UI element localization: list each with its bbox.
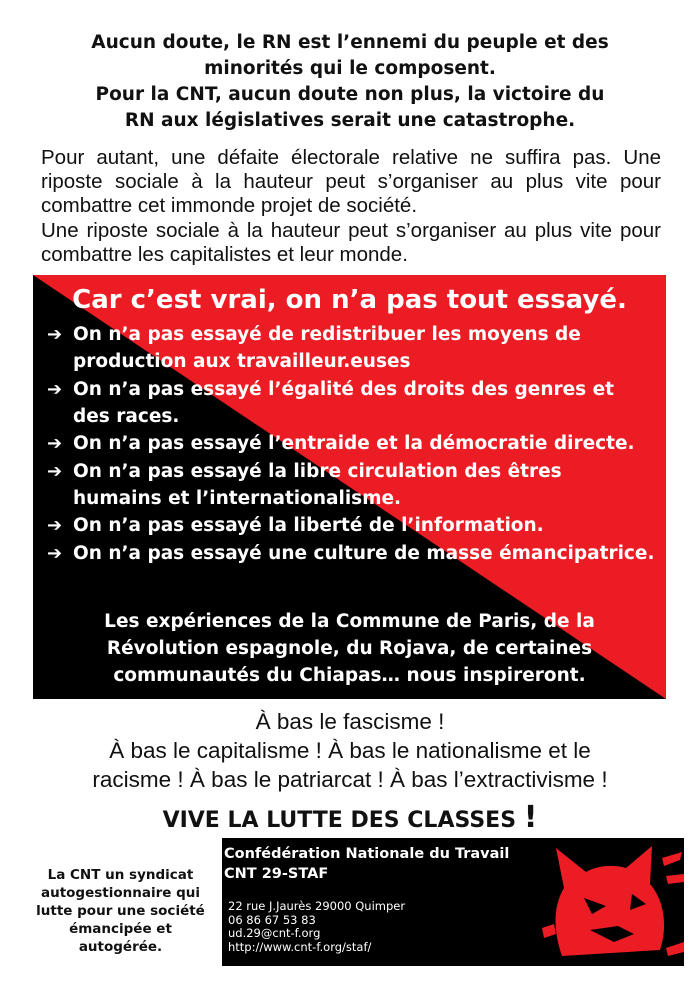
list-item-text: On n’a pas essayé de redistribuer les moyens de production aux travailleur.euses xyxy=(73,324,581,372)
list-item-text: On n’a pas essayé l’entraide et la démocratie directe. xyxy=(73,433,635,454)
list-item xyxy=(45,321,655,375)
intro-line: Aucun doute, le RN est l’ennemi du peuple et des xyxy=(91,32,609,53)
not-tried-list xyxy=(45,321,655,567)
description-line: lutte pour une société xyxy=(36,903,205,919)
list-item xyxy=(45,458,655,512)
arrow-right-icon: ➔ xyxy=(47,460,63,482)
vive-slogan xyxy=(30,800,670,835)
phone: 06 86 67 53 83 xyxy=(228,912,316,927)
list-item xyxy=(45,376,655,430)
description-line: autogestionnaire qui xyxy=(40,885,201,901)
intro-heading xyxy=(40,30,660,134)
address: 22 rue J.Jaurès 29000 Quimper xyxy=(228,899,406,913)
vive-text: VIVE LA LUTTE DES CLASSES xyxy=(162,808,517,833)
contact-box xyxy=(222,838,684,966)
intro-paragraph: Pour autant, une défaite électorale relative ne suffira pas. Une riposte sociale à la hauteur peut s’organiser au plus vite pour combattre cet immonde projet de société. xyxy=(41,146,661,218)
intro-line: RN aux législatives serait une catastrophe. xyxy=(124,110,576,131)
banner-title: Car c’est vrai, on n’a pas tout essayé. xyxy=(72,285,627,315)
inspiration-text xyxy=(53,608,646,689)
slogans xyxy=(30,707,670,794)
contact-details xyxy=(228,900,405,954)
description-line: émancipée et xyxy=(69,921,172,937)
inspiration-line: Les expériences de la Commune de Paris, de la xyxy=(104,611,595,632)
list-item-text: On n’a pas essayé une culture de masse émancipatrice. xyxy=(73,542,655,564)
list-item xyxy=(45,430,655,457)
arrow-right-icon: ➔ xyxy=(47,433,63,454)
cat-logo-icon xyxy=(534,838,684,966)
list-item-text: On n’a pas essayé la liberté de l’information. xyxy=(73,515,544,536)
inspiration-line: communautés du Chiapas… nous inspireront. xyxy=(113,665,586,686)
inspiration-line: Révolution espagnole, du Rojava, de certaines xyxy=(106,638,593,659)
description-line: La CNT un syndicat xyxy=(47,867,194,883)
org-name-block xyxy=(224,844,509,884)
intro-line: Pour la CNT, aucun doute non plus, la victoire du xyxy=(95,84,605,105)
slogan-line: racisme ! À bas le patriarcat ! À bas l’extractivisme ! xyxy=(92,767,608,792)
website-link[interactable]: http://www.cnt-f.org/staf/ xyxy=(228,939,372,954)
arrow-right-icon: ➔ xyxy=(47,378,63,400)
slogan-line: À bas le fascisme ! xyxy=(255,709,445,734)
arrow-right-icon: ➔ xyxy=(47,515,63,536)
list-item xyxy=(45,540,655,567)
union-description xyxy=(28,866,213,956)
arrow-right-icon: ➔ xyxy=(47,542,63,564)
org-name: Confédération Nationale du Travail xyxy=(224,846,510,862)
intro-paragraph: Une riposte sociale à la hauteur peut s’organiser au plus vite pour combattre les capitalistes et leur monde. xyxy=(41,218,661,266)
email-link[interactable]: ud.29@cnt-f.org xyxy=(228,926,321,940)
list-item-text: On n’a pas essayé l’égalité des droits des genres et des races. xyxy=(73,378,614,427)
vive-exclamation: ! xyxy=(523,800,538,835)
slogan-line: À bas le capitalisme ! À bas le nationalisme et le xyxy=(109,738,591,763)
list-item xyxy=(45,512,655,539)
org-short-name: CNT 29-STAF xyxy=(224,866,329,882)
description-line: autogérée. xyxy=(78,939,163,955)
arrow-right-icon: ➔ xyxy=(47,324,63,345)
red-black-banner xyxy=(33,275,666,699)
list-item-text: On n’a pas essayé la libre circulation des êtres humains et l’internationalisme. xyxy=(73,460,562,509)
intro-line: minorités qui le composent. xyxy=(204,58,496,79)
intro-paragraphs xyxy=(41,146,661,267)
